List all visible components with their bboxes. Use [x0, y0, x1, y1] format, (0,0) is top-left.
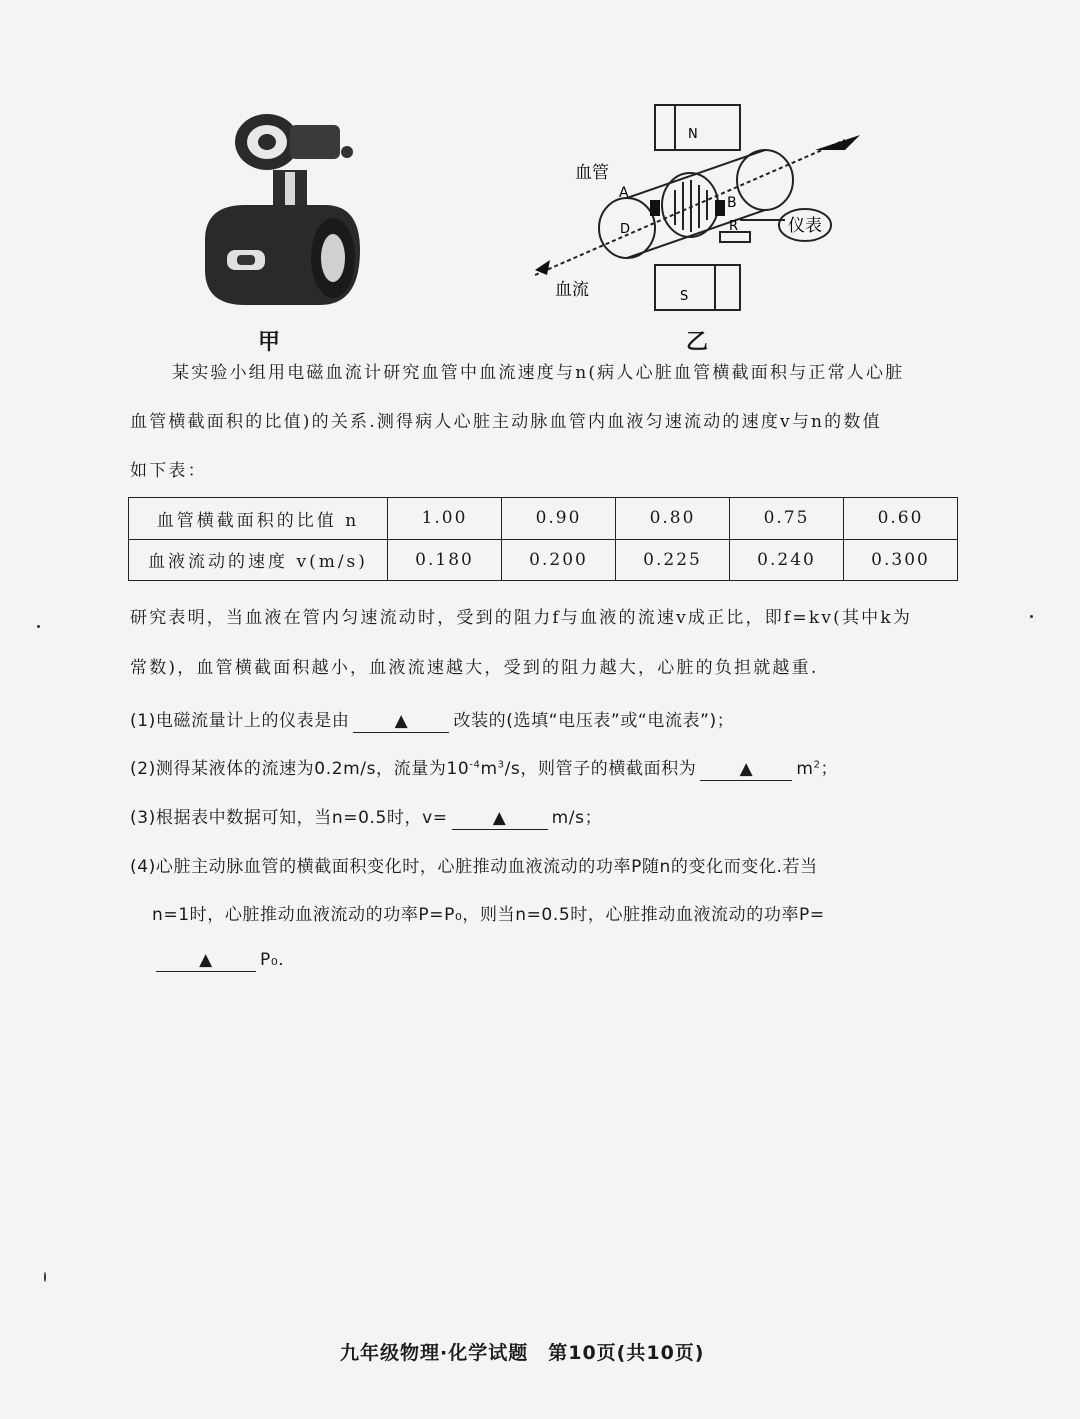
data-table: [128, 497, 958, 581]
unit-text: m: [796, 759, 814, 779]
scan-speck: [37, 625, 40, 628]
research-line-1: 研究表明，当血液在管内匀速流动时，受到的阻力f与血液的流速v成正比，即f=kv(其中k为: [130, 608, 913, 628]
table-cell: 0.60: [844, 498, 958, 540]
question-2-prefix: (2)测得某液体的流速为0.2m/s，流量为10: [130, 759, 470, 779]
flowmeter-illustration: [195, 100, 370, 330]
electrode-a-label: A: [619, 185, 629, 201]
table-cell: 0.240: [730, 539, 844, 581]
question-2: [130, 754, 838, 781]
meter-label: 仪表: [788, 216, 822, 236]
question-4-tail: P₀.: [260, 950, 285, 970]
exponent: 2: [813, 759, 821, 771]
table-row-header: 血液流动的速度 v(m/s): [129, 539, 388, 581]
table-cell: 0.180: [388, 539, 502, 581]
electrode-b-label: B: [727, 195, 737, 211]
scan-speck: [44, 1272, 46, 1282]
flow-label: 血流: [555, 280, 589, 300]
exponent: 3: [497, 759, 505, 771]
resistor-r-label: R: [729, 219, 739, 234]
question-1-suffix: 改装的(选填“电压表”或“电流表”)；: [453, 711, 735, 731]
answer-blank-4[interactable]: ▲: [156, 951, 256, 972]
question-3: [130, 803, 602, 830]
table-row: [129, 539, 958, 581]
table-cell: 0.80: [616, 498, 730, 540]
question-3-prefix: (3)根据表中数据可知，当n=0.5时，v=: [130, 808, 448, 828]
answer-blank-3[interactable]: ▲: [452, 809, 548, 830]
exponent: -4: [469, 759, 481, 771]
table-cell: 0.75: [730, 498, 844, 540]
scan-speck: [1030, 615, 1033, 618]
magnet-s-label: S: [680, 289, 689, 304]
question-2-end: ；: [820, 759, 839, 779]
magnet-n-label: N: [688, 127, 698, 142]
question-3-suffix: m/s；: [551, 808, 603, 828]
table-cell: 1.00: [388, 498, 502, 540]
figure-jia-caption: 甲: [258, 329, 281, 355]
table-cell: 0.90: [502, 498, 616, 540]
answer-blank-2[interactable]: ▲: [700, 760, 792, 781]
intro-line-3: 如下表：: [130, 461, 207, 481]
unit-text: m: [480, 759, 498, 779]
electromagnetic-flowmeter-diagram: [515, 100, 865, 315]
question-4-line-2: n=1时，心脏推动血液流动的功率P=P₀，则当n=0.5时，心脏推动血液流动的功率P=: [152, 905, 825, 925]
question-4-line-1: (4)心脏主动脉血管的横截面积变化时，心脏推动血液流动的功率P随n的变化而变化.若当: [130, 857, 818, 877]
vessel-label: 血管: [575, 163, 609, 183]
table-row: [129, 498, 958, 540]
d-label: D: [620, 222, 631, 237]
table-row-header: 血管横截面积的比值 n: [129, 498, 388, 540]
page-footer: 九年级物理·化学试题 第10页(共10页): [340, 1342, 705, 1364]
table-cell: 0.225: [616, 539, 730, 581]
question-2-middle: /s，则管子的横截面积为: [504, 759, 697, 779]
research-line-2: 常数)，血管横截面积越小，血液流速越大，受到的阻力越大，心脏的负担就越重.: [130, 658, 819, 678]
intro-line-2: 血管横截面积的比值)的关系.测得病人心脏主动脉血管内血液匀速流动的速度v与n的数值: [130, 412, 882, 432]
question-1: [130, 706, 734, 733]
question-4-line-3: [152, 950, 284, 972]
answer-blank-1[interactable]: ▲: [353, 712, 449, 733]
intro-line-1: 某实验小组用电磁血流计研究血管中血流速度与n(病人心脏血管横截面积与正常人心脏: [172, 363, 905, 383]
table-cell: 0.300: [844, 539, 958, 581]
figure-yi-caption: 乙: [686, 329, 709, 355]
table-cell: 0.200: [502, 539, 616, 581]
question-1-prefix: (1)电磁流量计上的仪表是由: [130, 711, 350, 731]
